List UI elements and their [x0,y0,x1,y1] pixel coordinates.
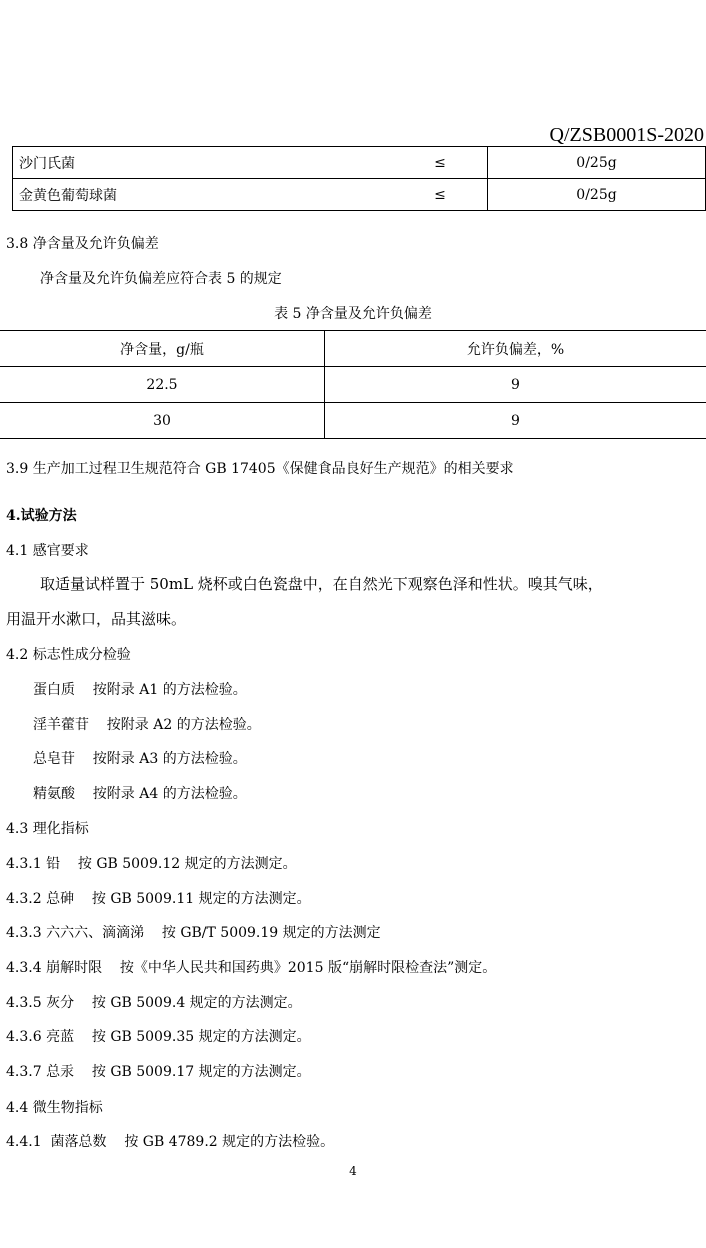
section-4-2-heading: 4.2 标志性成分检验 [6,647,131,663]
section-3-8-text: 净含量及允许负偏差应符合表 5 的规定 [40,271,282,287]
net-content-table [0,330,706,439]
microbiology-limit-table [12,146,706,211]
list-item: 4.3.1 铅 按 GB 5009.12 规定的方法测定。 [6,856,297,872]
list-item: 精氨酸 按附录 A4 的方法检验。 [33,786,247,802]
list-item: 淫羊藿苷 按附录 A2 的方法检验。 [33,717,261,733]
table-header-row [0,331,706,367]
list-item: 4.4.1 菌落总数 按 GB 4789.2 规定的方法检验。 [6,1134,335,1150]
section-4-3-heading: 4.3 理化指标 [6,821,89,837]
column-header-net-content: 净含量，g/瓶 [0,331,325,367]
table-cell: 30 [0,403,325,439]
section-4-1-heading: 4.1 感官要求 [6,543,89,559]
table-row [0,403,706,439]
page-number: 4 [349,1164,357,1178]
section-4-1-line-1: 取适量试样置于 50mL 烧杯或白色瓷盘中，在自然光下观察色泽和性状。嗅其气味， [40,575,603,593]
list-item: 蛋白质 按附录 A1 的方法检验。 [33,682,247,698]
table-row [13,179,706,211]
section-3-9-text: 3.9 生产加工过程卫生规范符合 GB 17405《保健食品良好生产规范》的相关要求 [6,461,514,477]
table-cell-operator: ≤ [393,179,488,211]
section-4-1-line-2: 用温开水漱口，品其滋味。 [6,610,187,628]
list-item: 总皂苷 按附录 A3 的方法检验。 [33,751,247,767]
list-item: 4.3.4 崩解时限 按《中华人民共和国药典》2015 版“崩解时限检查法”测定。 [6,960,497,976]
table-cell: 9 [325,367,706,403]
list-item: 4.3.5 灰分 按 GB 5009.4 规定的方法测定。 [6,995,302,1011]
table-5-caption: 表 5 净含量及允许负偏差 [274,306,432,322]
table-cell-value: 0/25g [488,147,706,179]
list-item: 4.3.2 总砷 按 GB 5009.11 规定的方法测定。 [6,891,311,907]
table-cell-value: 0/25g [488,179,706,211]
list-item: 4.3.7 总汞 按 GB 5009.17 规定的方法测定。 [6,1064,311,1080]
table-cell: 22.5 [0,367,325,403]
document-id: Q/ZSB0001S-2020 [549,124,704,146]
section-4-heading: 4.试验方法 [6,508,77,524]
table-cell-name: 沙门氏菌 [13,147,394,179]
list-item: 4.3.3 六六六、滴滴涕 按 GB/T 5009.19 规定的方法测定 [6,925,381,941]
table-cell-operator: ≤ [393,147,488,179]
list-item: 4.3.6 亮蓝 按 GB 5009.35 规定的方法测定。 [6,1029,311,1045]
table-cell-name: 金黄色葡萄球菌 [13,179,394,211]
column-header-deviation: 允许负偏差，% [325,331,706,367]
table-row [0,367,706,403]
section-4-4-heading: 4.4 微生物指标 [6,1100,103,1116]
section-3-8-heading: 3.8 净含量及允许负偏差 [6,236,159,252]
table-cell: 9 [325,403,706,439]
table-row [13,147,706,179]
